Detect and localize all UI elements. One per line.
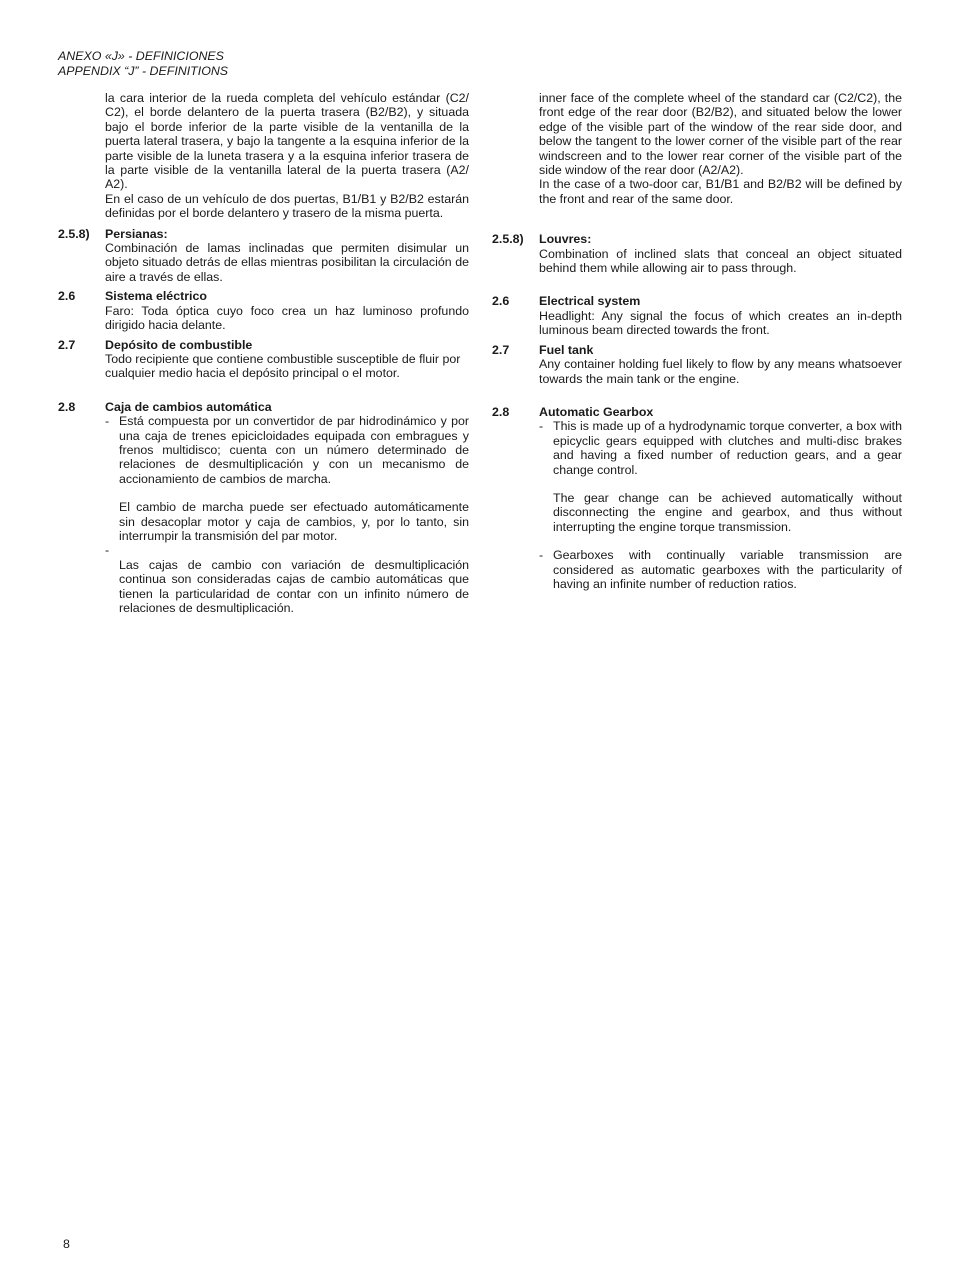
en-intro-two-door: In the case of a two-door car, B1/B1 and B2/B2 will be defined by the front and rear of the same door.: [539, 177, 902, 206]
section-number: 2.6: [58, 289, 76, 304]
bullet-text: Está compuesta por un convertidor de par hidrodinámico y por una caja de trenes epicicloidades equipada con embragues y frenos multidisco; cuenta con un número determinado de relaciones de desmultiplicación y con un mecanismo de accionamiento de cambios de marcha.: [119, 414, 469, 486]
section-text: Combination of inclined slats that conceal an object situated behind them while allowing air to pass through.: [539, 246, 902, 276]
section-text: Any container holding fuel likely to flow by any means whatsoever towards the main tank or the engine.: [539, 357, 902, 386]
bullet-item: [105, 414, 469, 486]
bullet-text-2: Las cajas de cambio con variación de desmultiplicación continua son consideradas cajas de cambio automáticas que tienen la particularidad de contar con un infinito número de relaciones de desmultiplicación.: [119, 557, 469, 615]
en-section-2-5-8: [492, 232, 902, 275]
section-title: Depósito de combustible: [105, 337, 253, 352]
section-title: Louvres:: [539, 232, 592, 247]
spanish-column: [58, 91, 469, 615]
english-column: [492, 91, 902, 591]
es-intro-two-door: En el caso de un vehículo de dos puertas, B1/B1 y B2/B2 estarán definidas por el borde delantero y trasero de la misma puerta.: [105, 191, 469, 221]
section-number: 2.8: [492, 404, 510, 419]
bullet-text: This is made up of a hydrodynamic torque converter, a box with epicyclic gears equipped with clutches and multi-disc brakes and having a fixed number of reduction gears, and a gear change control.: [553, 419, 902, 477]
bullet-continuation: El cambio de marcha puede ser efectuado automáticamente sin desacoplar motor y caja de cambios, y, por lo tanto, sin interrumpir la transmisión del par motor.: [119, 500, 469, 543]
page-header: [58, 49, 228, 78]
section-title: Automatic Gearbox: [539, 404, 654, 419]
section-number: 2.5.8): [492, 232, 524, 247]
header-spanish: ANEXO «J» - DEFINICIONES: [58, 49, 224, 63]
en-intro: inner face of the complete wheel of the standard car (C2/C2), the front edge of the rear door (B2/B2), and situated below the lower edge of the visible part of the window of the rear side door, and below the tangent to the lower corner of the visible part of the rear windscreen and to the lower rear corner of the visible part of the side window of the rear door (A2/A2).: [539, 91, 902, 178]
en-section-2-6: [492, 294, 902, 337]
header-english: APPENDIX “J” - DEFINITIONS: [58, 63, 229, 78]
section-text: Faro: Toda óptica cuyo foco crea un haz luminoso profundo dirigido hacia delante.: [105, 303, 469, 333]
bullet-dash: -: [539, 548, 544, 563]
section-text: Headlight: Any signal the focus of which creates an in-depth luminous beam directed towards the front.: [539, 308, 902, 338]
section-title: Sistema eléctrico: [105, 289, 207, 304]
section-number: 2.7: [492, 342, 510, 357]
section-title: Persianas:: [105, 226, 168, 241]
bullet-text: Gearboxes with continually variable transmission are considered as automatic gearboxes with the particularity of having an infinite number of reduction ratios.: [553, 548, 902, 591]
en-section-2-8: [492, 405, 902, 591]
section-text: Todo recipiente que contiene combustible susceptible de fluir por cualquier medio hacia el depósito principal o el motor.: [105, 351, 461, 381]
bullet-dash-standalone: -: [105, 543, 110, 558]
section-text: Combinación de lamas inclinadas que permiten disimular un objeto situado detrás de ellas mientras posibilitan la circulación de aire a través de ellas.: [105, 241, 469, 284]
section-title: Caja de cambios automática: [105, 399, 272, 414]
section-title: Electrical system: [539, 294, 641, 309]
bullet-item: [539, 419, 902, 477]
bullet-dash: -: [105, 414, 110, 429]
bullet-dash: -: [539, 419, 544, 434]
es-section-2-7: [58, 338, 469, 381]
section-number: 2.6: [492, 294, 510, 309]
es-section-2-8: [58, 400, 469, 616]
bullet-item: [539, 548, 902, 591]
es-intro: la cara interior de la rueda completa del vehículo estándar (C2/ C2), el borde delantero de la puerta trasera (B2/B2), y situada bajo el borde inferior de la parte visible de la ventanilla de la puerta lateral trasera, y bajo la tangente a la esquina inferior de la parte visible de la luneta trasera y a la esquina inferior trasera de la parte visible de la ventanilla lateral de la puerta trasera (A2/ A2).: [105, 91, 469, 192]
section-number: 2.5.8): [58, 226, 90, 241]
section-number: 2.7: [58, 337, 76, 352]
section-number: 2.8: [58, 399, 76, 414]
en-section-2-7: [492, 343, 902, 386]
bullet-continuation: The gear change can be achieved automatically without disconnecting the engine and gearbox, and thus without interrupting the engine torque transmission.: [553, 490, 902, 534]
section-title: Fuel tank: [539, 342, 594, 357]
es-section-2-5-8: [58, 227, 469, 285]
page-number: 8: [63, 1237, 70, 1251]
es-section-2-6: [58, 289, 469, 332]
